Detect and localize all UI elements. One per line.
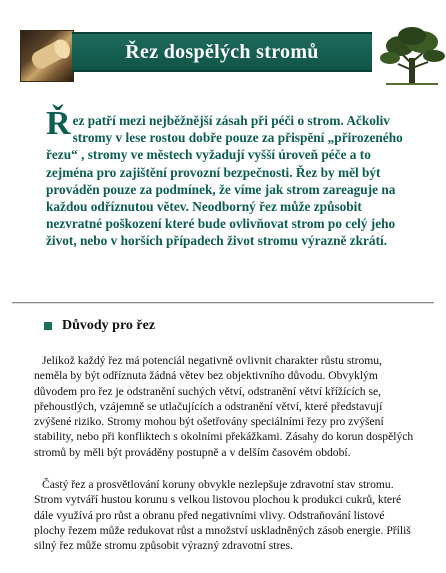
section-divider — [12, 302, 434, 304]
page-title: Řez dospělých stromů — [125, 40, 319, 63]
section-heading — [44, 318, 155, 334]
tree-icon — [376, 24, 446, 86]
body-paragraph-2: Častý řez a prosvětlování koruny obvykle nezlepšuje zdravotní stav stromu. Strom vytváří hustou korunu s velkou listovou plochou k produkci cukrů, které dále využívá pro růst a obranu před negativními vlivy. Odstraňování listové plochy řezem může redukovat růst a množství uskladněných zásob energie. Příliš silný řez může stromu způsobit výrazný zdravotní stres. — [34, 478, 411, 553]
title-banner — [72, 32, 372, 72]
intro-text: ez patří mezi nejběžnější zásah při péči o strom. Ačkoliv stromy v lese rostou dobře pouze za přispění „přirozeného řezu“ , stromy ve městech vyžadují vyšší úroveň péče a to zejména pro zajištění provozní bezpečnosti. Řez by měl být prováděn pouze za podmínek, že víme jak strom zareaguje na každou odříznutou větev. Neodborný řez může způsobit nezvratné poškození které bude ovlivňovat strom po celý jeho život, nebo v horších případech život stromu výrazně zkrátí. — [46, 113, 403, 249]
intro-paragraph — [46, 105, 406, 250]
drop-cap: Ř — [46, 105, 71, 142]
section-title: Důvody pro řez — [62, 318, 156, 333]
body-paragraph-1: Jelikož každý řez má potenciál negativně ovlivnit charakter růstu stromu, neměla by být odříznuta žádná větev bez objektivního důvodu. Obvyklým důvodem pro řez je odstranění suchých větví, odstranění větví křížících se, přehoustlých, vzájemně se utlačujících a odstranění větví, které představují zvýšené riziko. Stromy mohou být ošetřovány speciálními řezy pro zvýšení stability, nebo při konfliktech s okolními překážkami. Zásahy do korun dospělých stromů by měli být prováděny postupně a v delším časovém období. — [34, 354, 414, 459]
page-header — [14, 16, 432, 72]
branch-cut-photo — [20, 30, 74, 82]
square-bullet-icon — [44, 322, 52, 330]
